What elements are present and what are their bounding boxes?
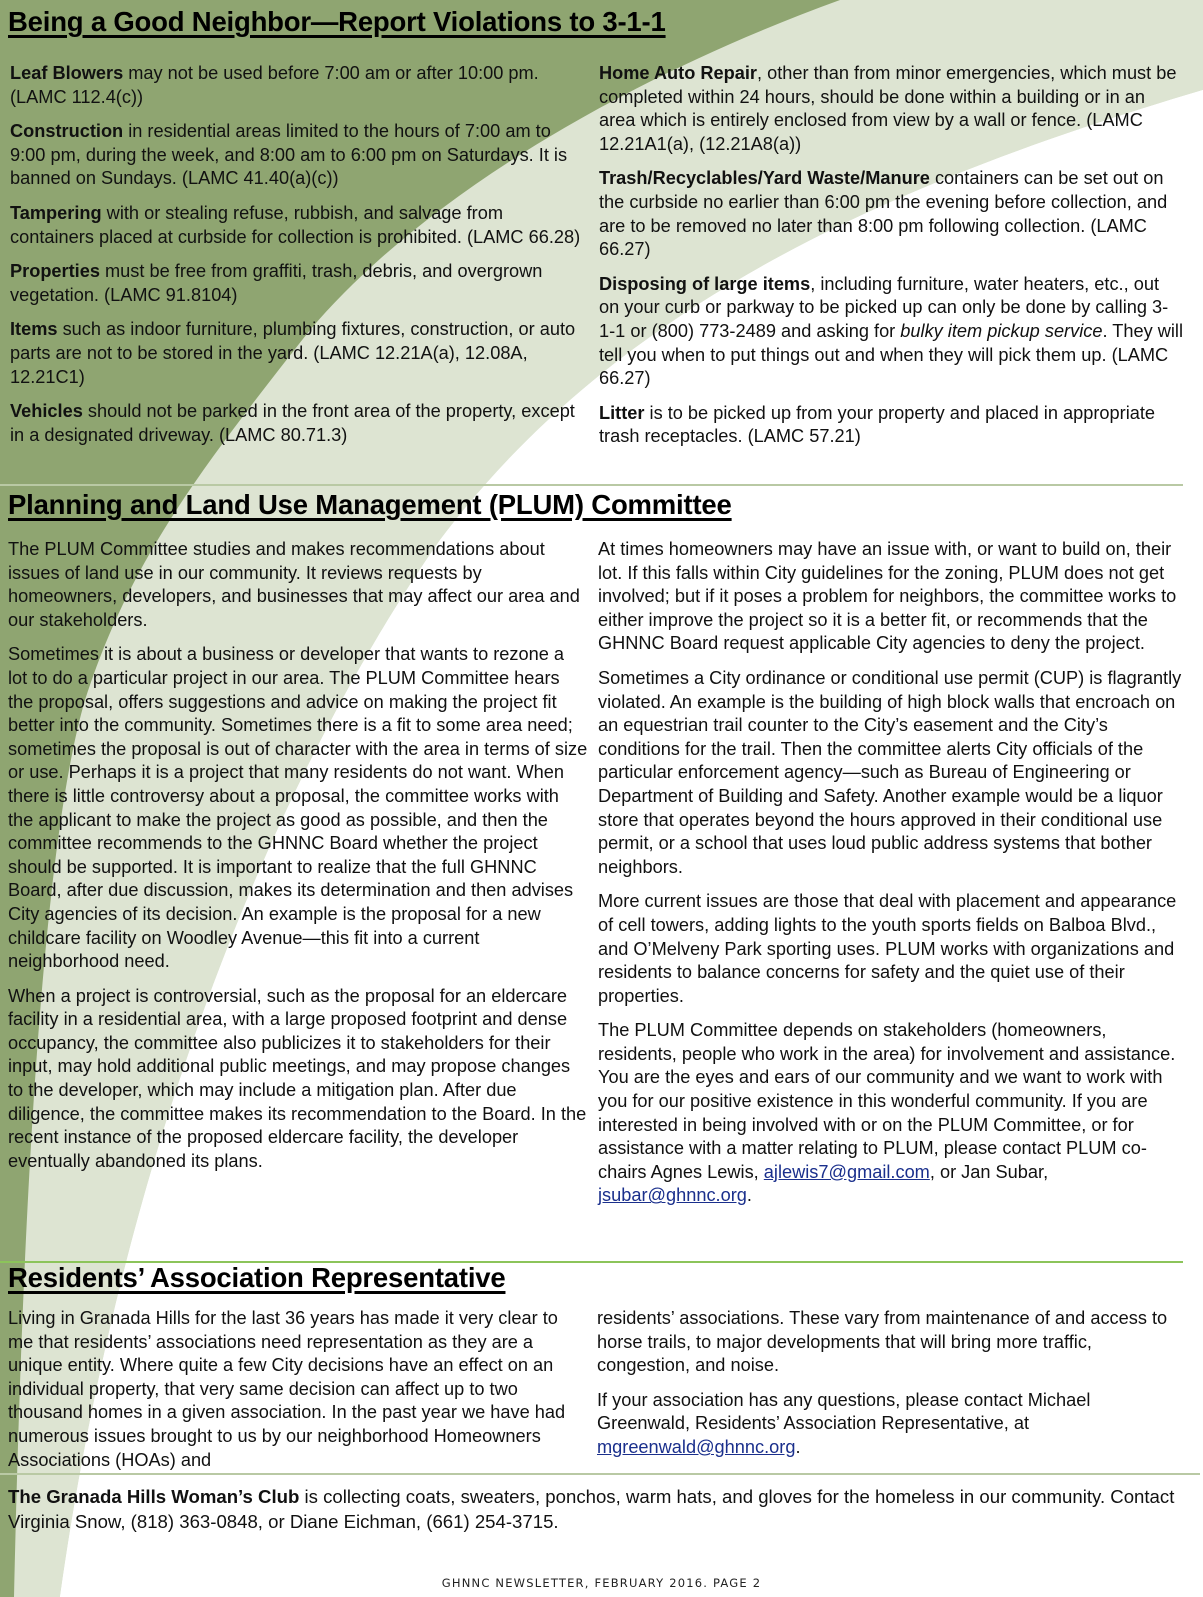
plum-contact-paragraph: The PLUM Committee depends on stakeholders (homeowners, residents, people who work in the area) for involvement and assistance. You are the eyes and ears of our community and we want to work with you for our positive existence in this wonderful community. If you are interested in being involved with or on the PLUM Committee, or for assistance with a matter relating to PLUM, please contact PLUM co-chairs Agnes Lewis, ajlewis7@gmail.com, or Jan Subar, jsubar@ghnnc.org. [598,1020,1176,1206]
section-title-plum: Planning and Land Use Management (PLUM) Committee [8,489,732,520]
email-link-ajlewis7[interactable]: ajlewis7@gmail.com [763,1161,930,1182]
rule-home-auto-repair: Home Auto Repair, other than from minor emergencies, which must be completed within 24 hours, should be done within a building or in an area which is entirely enclosed from view by a wall or fence. (LAMC 12.21A1(a), (12.21A8(a)) [599,63,1177,154]
section-divider [0,484,1183,486]
rule-tampering: Tampering with or stealing refuse, rubbish, and salvage from containers placed at curbside for collection is prohibited. (LAMC 66.28) [10,202,581,247]
plum-left-column [8,538,588,1184]
rule-large-items: Disposing of large items, including furniture, water heaters, etc., out on your curb or parkway to be picked up can only be done by calling 3-1-1 or (800) 773-2489 and asking for bulky item pickup service. They will tell you when to put things out and when they will pick them up. (LAMC 66.27) [599,273,1183,389]
plum-right-column [598,538,1183,1219]
rule-trash-containers: Trash/Recyclables/Yard Waste/Manure containers can be set out on the curbside no earlier than 6:00 pm the evening before collection, and are to be removed no later than 8:00 pm following collection. (LAMC 66.27) [599,168,1168,260]
residents-paragraph: residents’ associations. These vary from maintenance of and access to horse trails, to major developments that will bring more traffic, congestion, and noise. [597,1308,1168,1376]
good-neighbor-right-column [599,62,1184,460]
womans-club-note: The Granada Hills Woman’s Club is collecting coats, sweaters, ponchos, warm hats, and gloves for the homeless in our community. Contact Virginia Snow, (818) 363-0848, or Diane Eichman, (661) 254-3715. [8,1486,1175,1532]
rule-construction: Construction in residential areas limited to the hours of 7:00 am to 9:00 pm, during the week, and 8:00 am to 6:00 pm on Saturdays. It is banned on Sundays. (LAMC 41.40(a)(c)) [10,121,568,189]
rule-leaf-blowers: Leaf Blowers may not be used before 7:00 am or after 10:00 pm. (LAMC 112.4(c)) [10,63,539,107]
section-title-good-neighbor: Being a Good Neighbor—Report Violations to 3-1-1 [8,6,666,37]
residents-contact-paragraph: If your association has any questions, please contact Michael Greenwald, Residents’ Association Representative, at mgreenwald@ghnnc.org. [597,1389,1091,1457]
rule-vehicles: Vehicles should not be parked in the front area of the property, except in a designated driveway. (LAMC 80.71.3) [10,401,575,445]
section-divider [0,1473,1200,1475]
email-link-jsubar[interactable]: jsubar@ghnnc.org [598,1185,747,1206]
residents-right-column [597,1307,1182,1471]
rule-items: Items such as indoor furniture, plumbing fixtures, construction, or auto parts are not to be stored in the yard. (LAMC 12.21A(a), 12.08A, 12.21C1) [10,319,576,387]
plum-paragraph: The PLUM Committee studies and makes recommendations about issues of land use in our community. It reviews requests by homeowners, developers, and businesses that may affect our area and our stakeholders. [8,539,580,630]
rule-properties: Properties must be free from graffiti, trash, debris, and overgrown vegetation. (LAMC 91.8104) [10,261,543,305]
section-title-residents-association: Residents’ Association Representative [8,1262,506,1293]
email-link-mgreenwald[interactable]: mgreenwald@ghnnc.org [597,1436,796,1457]
rule-litter: Litter is to be picked up from your property and placed in appropriate trash receptacles. (LAMC 57.21) [599,402,1156,447]
plum-paragraph: Sometimes it is about a business or developer that wants to rezone a lot to do a particular project in our area. The PLUM Committee hears the proposal, offers suggestions and advice on making the project fit better into the community. Sometimes there is a fit to some area need; sometimes the proposal is out of character with the area in terms of size or use. Perhaps it is a project that many residents do not want. When there is little controversy about a proposal, the committee works with the applicant to make the project as good as possible, and then the committee recommends to the GHNNC Board whether the project should be supported. It is important to realize that the full GHNNC Board, after due discussion, makes its determination and then advises City agencies of its decision. An example is the proposal for a new childcare facility on Woodley Avenue—this fit into a current neighborhood need. [8,644,588,972]
page-footer: GHNNC NEWSLETTER, FEBRUARY 2016. PAGE 2 [441,1576,762,1590]
residents-paragraph: Living in Granada Hills for the last 36 years has made it very clear to me that residents’ associations need representation as they are a unique entity. Where quite a few City decisions have an effect on an individual property, that very same decision can affect up to two thousand homes in a given association. In the past year we have had numerous issues brought to us by our neighborhood Homeowners Associations (HOAs) and [8,1308,566,1470]
residents-left-column [8,1307,588,1483]
plum-paragraph: When a project is controversial, such as the proposal for an eldercare facility in a residential area, with a large proposed footprint and dense occupancy, the committee also publicizes it to stakeholders for their input, may hold additional public meetings, and may propose changes to the developer, which may include a mitigation plan. After due diligence, the committee makes its recommendation to the Board. In the recent instance of the proposed eldercare facility, the developer eventually abandoned its plans. [8,985,587,1171]
plum-paragraph: More current issues are those that deal with placement and appearance of cell towers, adding lights to the youth sports fields on Balboa Blvd., and O’Melveny Park sporting uses. PLUM works with organizations and residents to balance concerns for safety and the quiet use of their properties. [598,891,1177,1006]
good-neighbor-left-column [10,62,585,458]
plum-paragraph: Sometimes a City ordinance or conditional use permit (CUP) is flagrantly violated. An example is the building of high block walls that encroach on an equestrian trail counter to the City’s easement and the City’s conditions for the trail. Then the committee alerts City officials of the particular enforcement agency—such as Bureau of Engineering or Department of Building and Safety. Another example would be a liquor store that operates beyond the hours approved in their conditional use permit, or a school that uses loud public address systems that bother neighbors. [598,667,1182,877]
plum-paragraph: At times homeowners may have an issue with, or want to build on, their lot. If this falls within City guidelines for the zoning, PLUM does not get involved; but if it poses a problem for neighbors, the committee works to either improve the project so it is a better fit, or recommends that the GHNNC Board request applicable City agencies to deny the project. [598,539,1177,654]
